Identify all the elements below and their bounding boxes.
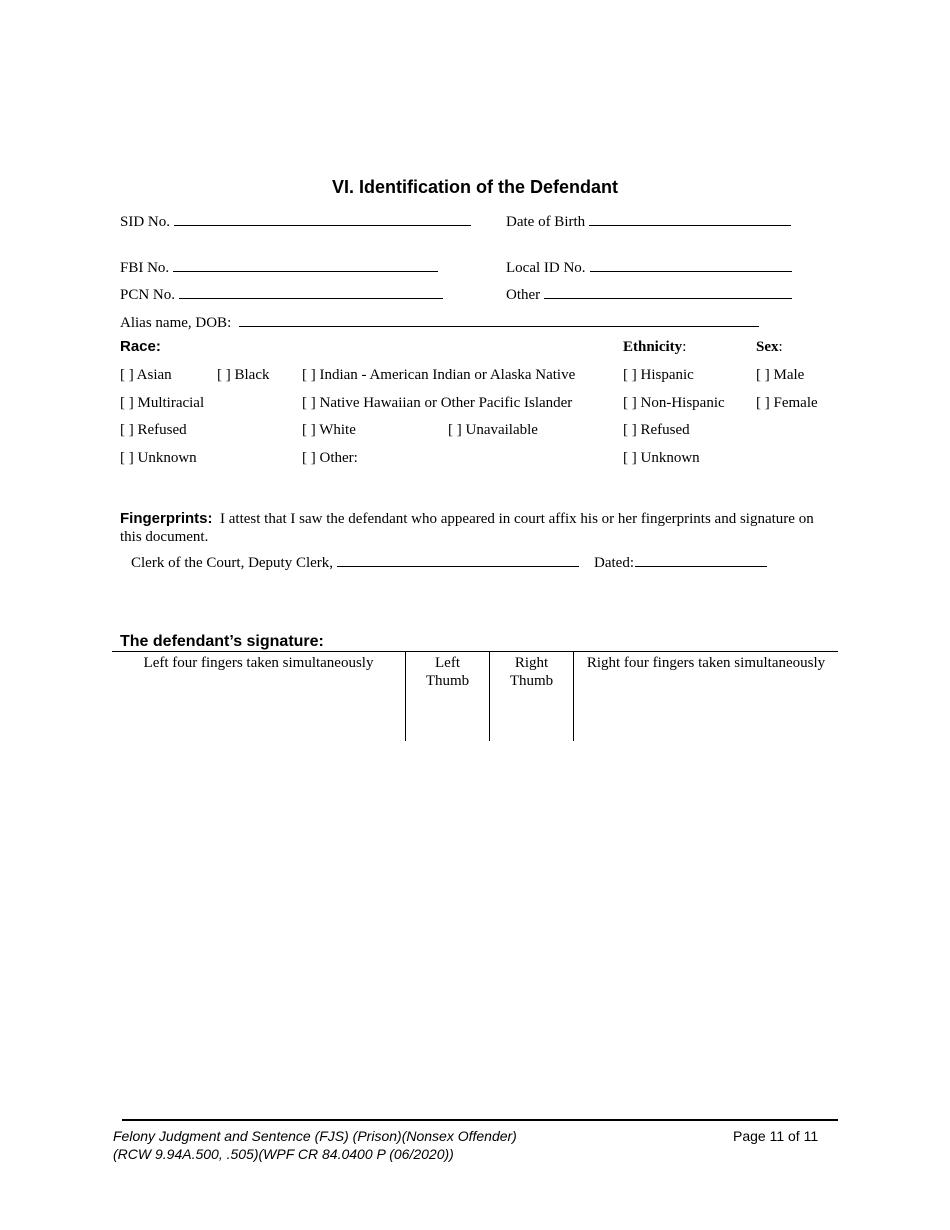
right-four-fingers-box[interactable]: Right four fingers taken simultaneously	[586, 655, 826, 671]
ethnicity-colon: :	[682, 339, 687, 355]
pcn-field-row	[120, 284, 443, 304]
ethnicity-heading-row	[623, 338, 686, 356]
dated-input-line[interactable]	[635, 552, 767, 567]
sex-option-male[interactable]: [ ] Male	[756, 367, 805, 383]
fbi-input-line[interactable]	[173, 257, 438, 272]
left-four-fingers-box[interactable]: Left four fingers taken simultaneously	[143, 655, 374, 671]
right-thumb-label-2: Thumb	[509, 673, 554, 689]
other-label: Other	[506, 287, 541, 303]
dob-field-row	[506, 211, 791, 231]
fingerprint-table-top-border	[112, 651, 838, 652]
race-option-unavailable[interactable]: [ ] Unavailable	[448, 422, 538, 438]
footer-form-citation: (RCW 9.94A.500, .505)(WPF CR 84.0400 P (06/2020))	[113, 1146, 454, 1162]
right-thumb-box[interactable]	[490, 654, 573, 690]
other-input-line[interactable]	[544, 284, 792, 299]
footer-form-title: Felony Judgment and Sentence (FJS) (Prison)(Nonsex Offender)	[113, 1128, 517, 1144]
left-thumb-label-2: Thumb	[425, 673, 470, 689]
clerk-signature-line[interactable]	[337, 552, 579, 567]
race-option-multiracial[interactable]: [ ] Multiracial	[120, 395, 205, 411]
footer-divider	[122, 1119, 838, 1121]
sex-heading: Sex	[756, 339, 779, 355]
sid-label: SID No.	[120, 214, 171, 230]
left-thumb-box[interactable]	[406, 654, 489, 690]
right-thumb-label-1: Right	[514, 655, 549, 671]
alias-input-line[interactable]	[239, 312, 759, 327]
sex-heading-row	[756, 338, 783, 356]
signature-heading: The defendant’s signature:	[120, 633, 324, 650]
fingerprints-label: Fingerprints:	[120, 510, 213, 527]
race-option-unknown[interactable]: [ ] Unknown	[120, 450, 197, 466]
alias-field-row	[120, 312, 759, 332]
race-option-white[interactable]: [ ] White	[302, 422, 356, 438]
local-id-label: Local ID No.	[506, 260, 586, 276]
sex-option-female[interactable]: [ ] Female	[756, 395, 818, 411]
dated-row	[594, 552, 767, 572]
pcn-label: PCN No.	[120, 287, 176, 303]
sid-field-row	[120, 211, 471, 231]
race-option-refused[interactable]: [ ] Refused	[120, 422, 187, 438]
ethnicity-heading: Ethnicity	[623, 339, 683, 355]
local-id-field-row	[506, 257, 792, 277]
race-option-other[interactable]: [ ] Other:	[302, 450, 358, 466]
fingerprints-attestation	[120, 510, 830, 546]
page-number: Page 11 of 11	[733, 1128, 819, 1144]
ethnicity-option-hispanic[interactable]: [ ] Hispanic	[623, 367, 694, 383]
race-option-indian[interactable]: [ ] Indian - American Indian or Alaska Native	[302, 367, 576, 383]
local-id-input-line[interactable]	[590, 257, 792, 272]
ethnicity-option-unknown[interactable]: [ ] Unknown	[623, 450, 700, 466]
section-title: VI. Identification of the Defendant	[331, 177, 618, 197]
sid-input-line[interactable]	[174, 211, 471, 226]
pcn-input-line[interactable]	[179, 284, 443, 299]
sex-colon: :	[778, 339, 783, 355]
race-option-hawaiian[interactable]: [ ] Native Hawaiian or Other Pacific Islander	[302, 395, 573, 411]
fingerprints-text: I attest that I saw the defendant who appeared in court affix his or her fingerprints and signature on this document.	[120, 511, 814, 545]
ethnicity-option-non-hispanic[interactable]: [ ] Non-Hispanic	[623, 395, 725, 411]
dob-label: Date of Birth	[506, 214, 586, 230]
clerk-label: Clerk of the Court, Deputy Clerk,	[131, 555, 334, 571]
race-heading: Race:	[120, 338, 161, 355]
other-field-row	[506, 284, 792, 304]
ethnicity-option-refused[interactable]: [ ] Refused	[623, 422, 690, 438]
clerk-row	[131, 552, 579, 572]
left-thumb-label-1: Left	[435, 655, 460, 671]
race-option-asian[interactable]: [ ] Asian	[120, 367, 172, 383]
fbi-label: FBI No.	[120, 260, 170, 276]
alias-label: Alias name, DOB:	[120, 315, 232, 331]
dob-input-line[interactable]	[589, 211, 791, 226]
dated-label: Dated:	[594, 555, 634, 571]
race-option-black[interactable]: [ ] Black	[217, 367, 270, 383]
fbi-field-row	[120, 257, 438, 277]
